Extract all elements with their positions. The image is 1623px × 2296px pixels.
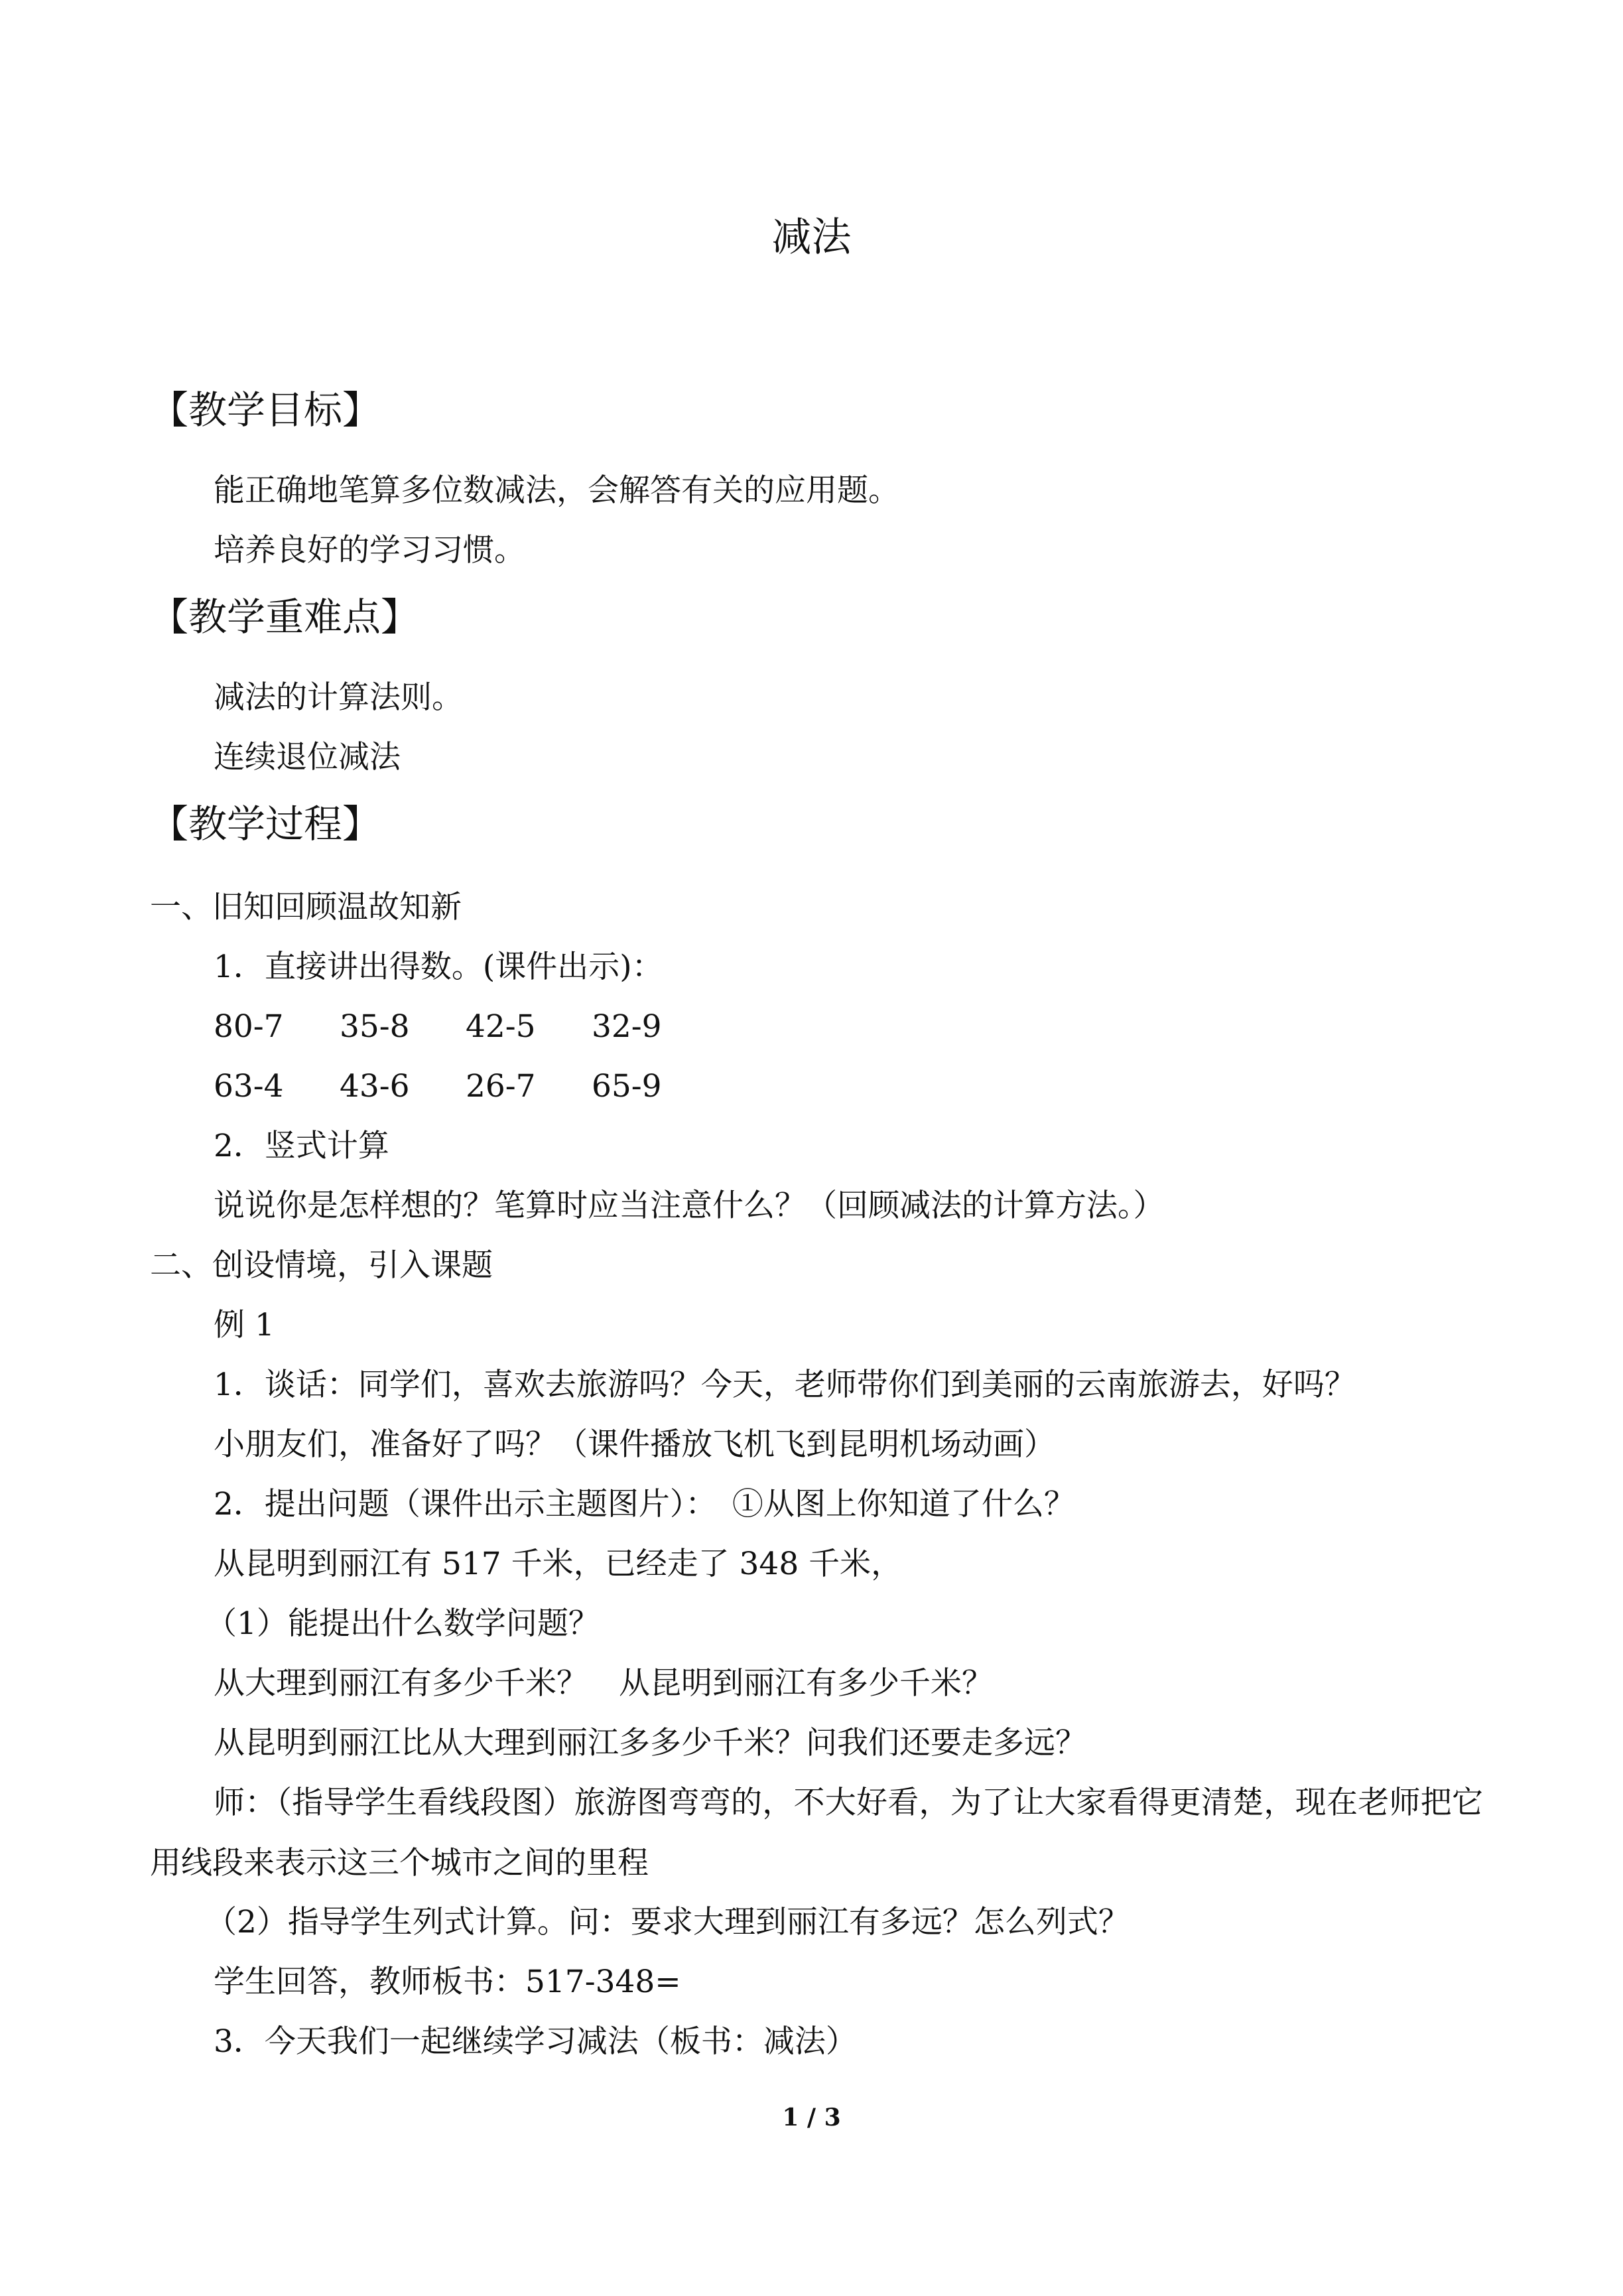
expression: 63-4 [214,1068,284,1105]
item1-text: 1．直接讲出得数。(课件出示)： [214,949,663,985]
heading-process: 【教学过程】 [150,801,381,846]
example-label: 例 1 [214,1307,275,1343]
expression: 26-7 [466,1068,536,1105]
teacher-paragraph: 师：（指导学生看线段图）旅游图弯弯的，不大好看，为了让大家看得更清楚，现在老师把它用线段来表示这三个城市之间的里程 [150,1785,1483,1881]
expression-row-1 [214,1006,718,1048]
student-answer: 学生回答，教师板书：517-348= [214,1964,681,2000]
sub-question-2: （2）指导学生列式计算。问：要求大理到丽江有多远？怎么列式？ [206,1904,1130,1940]
part2-title: 二、创设情境，引入课题 [150,1247,493,1284]
goal-line-1: 能正确地笔算多位数减法，会解答有关的应用题。 [214,472,899,509]
expression: 43-6 [340,1068,410,1105]
question-b: 从昆明到丽江比从大理到丽江多多少千米？问我们还要走多远？ [214,1725,1086,1761]
question-a: 从大理到丽江有多少千米？ 从昆明到丽江有多少千米？ [214,1665,993,1702]
goal-line-2: 培养良好的学习习惯。 [214,532,525,569]
expression: 42-5 [466,1008,536,1045]
page-number: 1 / 3 [782,2104,841,2131]
item3-text: 3．今天我们一起继续学习减法（板书：减法） [214,2023,857,2060]
given-info: 从昆明到丽江有 517 千米，已经走了 348 千米， [214,1546,903,1582]
part1-title: 一、旧知回顾温故知新 [150,889,462,925]
expression: 35-8 [340,1008,410,1045]
expression: 32-9 [592,1008,662,1045]
sub-question-1: （1）能提出什么数学问题？ [206,1605,600,1642]
heading-goals: 【教学目标】 [150,387,381,433]
talk-line-1: 1．谈话：同学们，喜欢去旅游吗？今天，老师带你们到美丽的云南旅游去，好吗？ [214,1367,1356,1403]
expression: 80-7 [214,1008,284,1045]
document-title: 减法 [771,214,852,261]
key-point-line-2: 连续退位减法 [214,739,401,776]
talk-line-2: 小朋友们，准备好了吗？（课件播放飞机飞到昆明机场动画） [214,1426,1055,1463]
pose-question: 2．提出问题（课件出示主题图片）： ①从图上你知道了什么？ [214,1486,1075,1522]
item2-question: 说说你是怎样想的？笔算时应当注意什么？（回顾减法的计算方法。） [214,1187,1165,1224]
heading-key-points: 【教学重难点】 [150,594,420,640]
expression: 65-9 [592,1068,662,1105]
item2-text: 2．竖式计算 [214,1128,389,1164]
key-point-line-1: 减法的计算法则。 [214,679,463,716]
expression-row-2 [214,1065,718,1108]
